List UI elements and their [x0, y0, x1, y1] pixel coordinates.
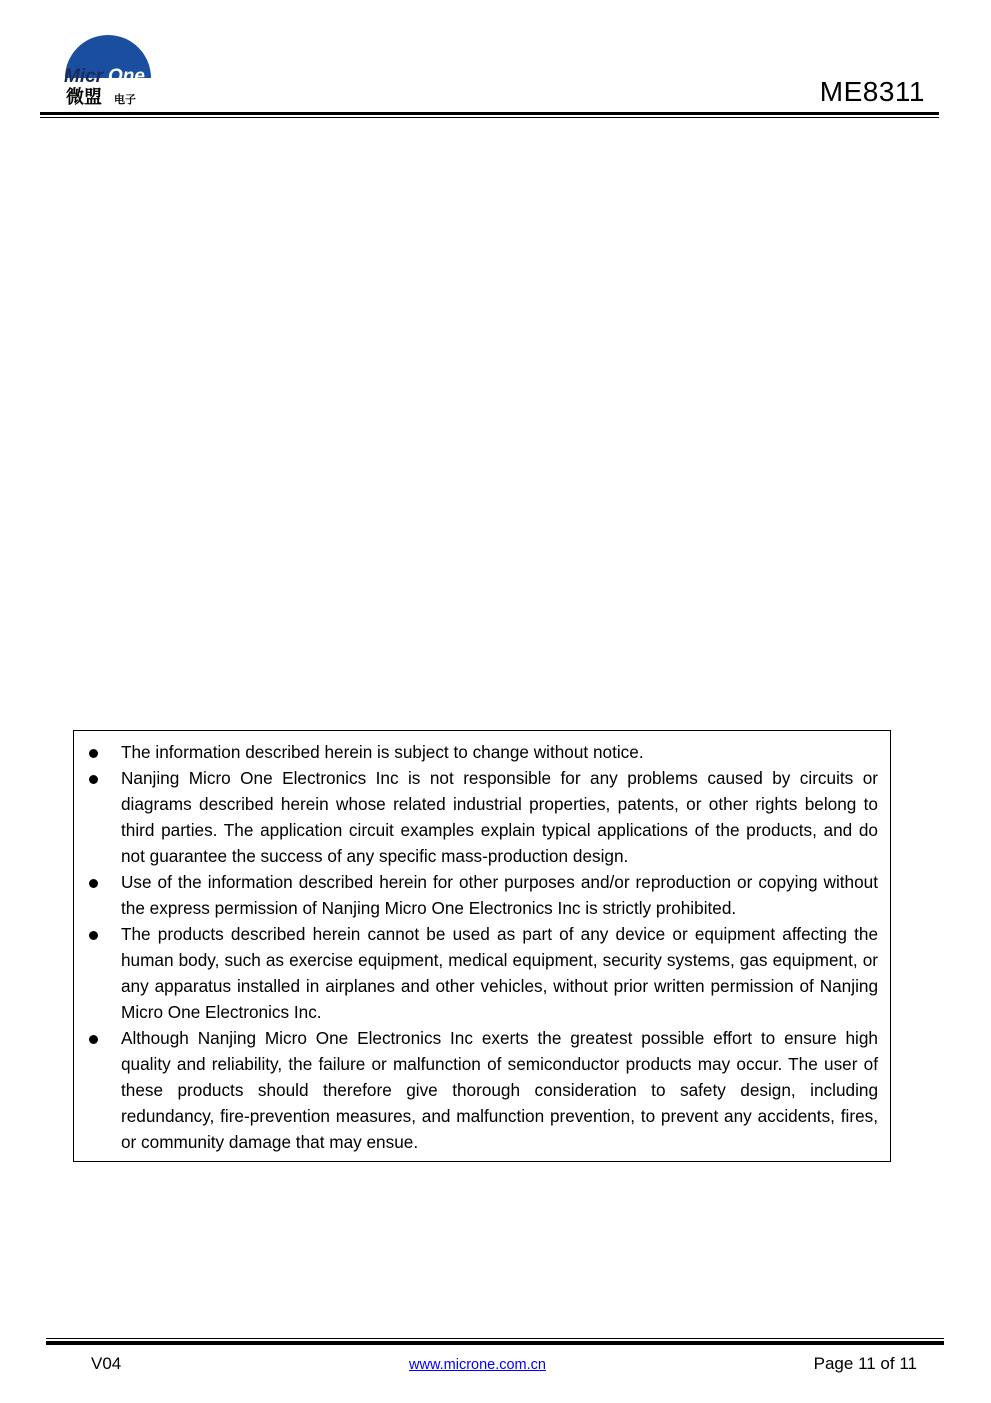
- logo-brand-part1: Micr: [64, 66, 104, 87]
- disclaimer-text: Use of the information described herein for other purposes and/or reproduction or copying without the express permission of Nanjing Micro One Electronics Inc is strictly prohibited.: [121, 872, 878, 918]
- bullet-icon: [89, 1035, 98, 1044]
- disclaimer-item: [121, 921, 878, 1025]
- website-link[interactable]: www.microne.com.cn: [409, 1357, 546, 1373]
- disclaimer-item: [121, 1025, 878, 1155]
- company-logo: [62, 28, 154, 108]
- bullet-icon: [89, 775, 98, 784]
- disclaimer-item: [121, 765, 878, 869]
- logo-chinese-name: 微盟: [66, 87, 102, 108]
- microne-logo-icon: [62, 28, 154, 108]
- header-rule-thick: [40, 112, 939, 115]
- part-number: ME8311: [819, 76, 925, 107]
- page-number: Page 11 of 11: [813, 1354, 917, 1373]
- logo-brand-part2: One: [108, 66, 145, 87]
- bullet-icon: [89, 931, 98, 940]
- disclaimer-item: [121, 739, 878, 765]
- disclaimer-text: The products described herein cannot be used as part of any device or equipment affecting the human body, such as exercise equipment, medical equipment, security systems, gas equipment, or any apparatus installed in airplanes and other vehicles, without prior written permission of Nanjing Micro One Electronics Inc.: [121, 924, 878, 1022]
- bullet-icon: [89, 749, 98, 758]
- version-label: V04: [91, 1354, 122, 1373]
- disclaimer-text: Although Nanjing Micro One Electronics Inc exerts the greatest possible effort to ensure high quality and reliability, the failure or malfunction of semiconductor products may occur. The user of these products should therefore give thorough consideration to safety design, including redundancy, fire-prevention measures, and malfunction prevention, to prevent any accidents, fires, or community damage that may ensue.: [121, 1028, 878, 1152]
- disclaimer-list: [74, 731, 890, 1155]
- disclaimer-text: Nanjing Micro One Electronics Inc is not responsible for any problems caused by circuits or diagrams described herein whose related industrial properties, patents, or other rights belong to third parties. The application circuit examples explain typical applications of the products, and do not guarantee the success of any specific mass-production design.: [121, 768, 878, 866]
- footer-rule-thin: [46, 1338, 944, 1339]
- disclaimer-box: [73, 730, 891, 1162]
- disclaimer-text: The information described herein is subject to change without notice.: [121, 742, 644, 762]
- bullet-icon: [89, 879, 98, 888]
- disclaimer-item: [121, 869, 878, 921]
- footer-rule-thick: [46, 1341, 944, 1345]
- footer-website: [0, 1356, 955, 1374]
- header-rule-thin: [40, 117, 939, 118]
- logo-chinese-suffix: 电子: [114, 93, 136, 106]
